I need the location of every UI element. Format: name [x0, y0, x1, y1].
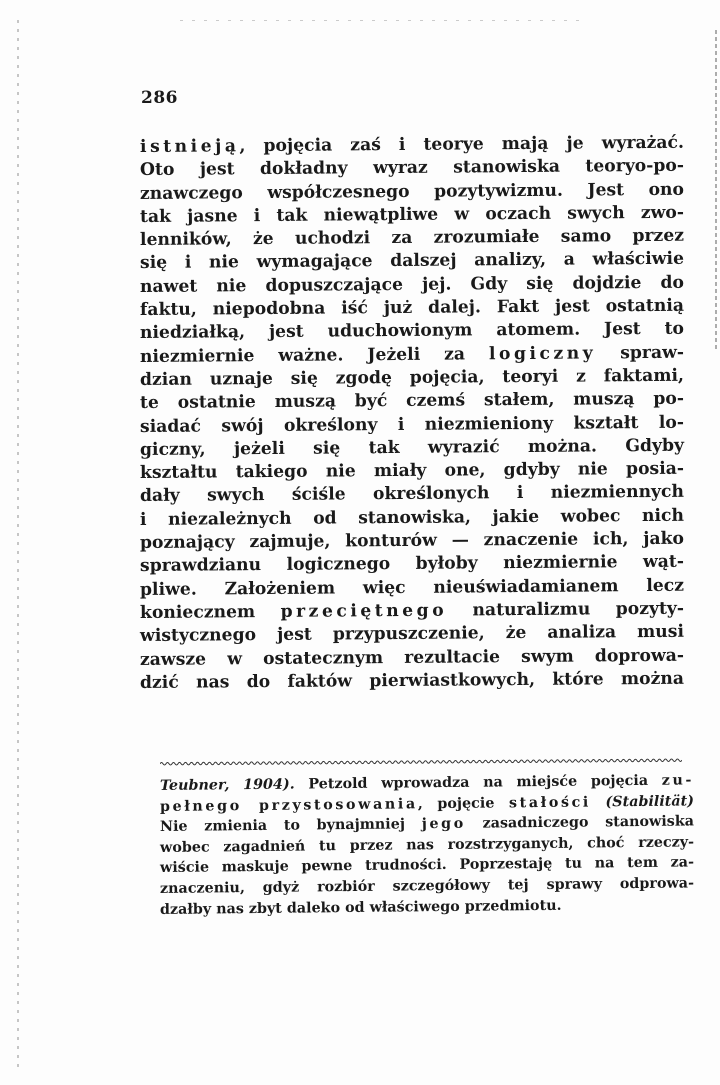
- text-line: niedziałką, jest uduchowionym atomem. Jest to: [139, 319, 685, 344]
- text-line: Oto jest dokładny wyraz stanowiska teoryo-po-: [139, 156, 685, 181]
- scan-artifact-right-edge: [715, 30, 717, 350]
- footnote-line: znaczeniu, gdyż rozbiór szczegółowy tej sprawy odprowa-: [159, 875, 695, 897]
- text-line: znawczego współczesnego pozytywizmu. Jest ono: [139, 179, 685, 204]
- text-line: dzić nas do faktów pierwiastkowych, które można: [139, 668, 685, 693]
- text-line: nawet nie dopuszczające jej. Gdy się dojdzie do: [139, 272, 685, 297]
- text-line: kształtu takiego nie miały one, gdyby nie posia-: [139, 458, 685, 484]
- text-segment: Petzold wprowadza na miejsće pojęcia: [294, 772, 662, 793]
- text-segment: , pojęcie: [417, 794, 510, 812]
- main-text: [139, 132, 685, 695]
- text-line: poznający zajmuje, konturów — znaczenie ich, jako: [139, 528, 685, 554]
- text-segment: Nie zmienia to bynajmniej: [159, 816, 422, 836]
- text-line: wistycznego jest przypuszczenie, że analiza musi: [139, 621, 685, 647]
- text-line: lenników, że uchodzi za zrozumiałe samo przez: [139, 225, 685, 251]
- text-line: się i nie wymagające dalszej analizy, a właściwie: [139, 249, 685, 274]
- text-segment: niezmiernie ważne. Jeżeli za: [139, 343, 490, 367]
- text-line: i niezależnych od stanowiska, jakie wobec nich: [139, 505, 685, 530]
- text-line: dzian uznaje się zgodę pojęcia, teoryi z faktami,: [139, 365, 685, 390]
- spaced-word: istnieją: [139, 136, 240, 157]
- text-line: giczny, jeżeli się tak wyrazić można. Gdyby: [139, 435, 685, 460]
- footnote-wavy-rule: [160, 756, 682, 768]
- text-line: tak jasne i tak niewątpliwe w oczach swych zwo-: [139, 202, 685, 227]
- scan-artifact-left-edge: [17, 20, 19, 1070]
- footnote-line: wiście maskuje pewne trudności. Poprzestaję tu na tem za-: [159, 854, 695, 877]
- spaced-word: stałości: [508, 794, 591, 811]
- footnote-line: dzałby nas zbyt daleko od właściwego przedmiotu.: [159, 897, 562, 918]
- text-line: pliwe. Założeniem więc nieuświadamianem lecz: [139, 575, 685, 600]
- citation-italic: Teubner, 1904).: [159, 776, 295, 794]
- text-line: te ostatnie muszą być czemś stałem, muszą po-: [139, 388, 685, 414]
- text-line: sprawdzianu logicznego byłoby niezmiernie wąt-: [139, 552, 685, 577]
- text-segment: spraw-: [596, 342, 685, 364]
- page-number: 286: [141, 88, 178, 108]
- text-line: zawsze w ostatecznym rezultacie swym doprowa-: [139, 645, 685, 670]
- text-segment: koniecznem: [139, 601, 281, 623]
- scan-artifact-top: [180, 20, 580, 21]
- spaced-word: przeciętnego: [280, 600, 448, 622]
- spaced-word: pełnego przystosowania: [159, 795, 418, 815]
- text-line: siadać swój określony i niezmieniony kształt lo-: [139, 412, 685, 437]
- footnote: [159, 772, 695, 920]
- footnote-line: wobec zagadnień tu przez nas rozstrzyganych, choć rzeczy-: [159, 834, 695, 856]
- text-line: faktu, niepodobna iść już dalej. Fakt jest ostatnią: [139, 295, 685, 321]
- spaced-word: jego: [421, 815, 466, 833]
- spaced-word: logiczny: [488, 343, 597, 364]
- text-line-rest: , pojęcia zaś i teorye mają je wyrażać.: [239, 132, 685, 157]
- text-segment: naturalizmu pozyty-: [447, 598, 685, 621]
- german-term-italic: (Stabilität): [590, 793, 695, 811]
- spaced-word: zu-: [661, 772, 695, 789]
- text-line: dały swych ściśle określonych i niezmiennych: [139, 482, 685, 507]
- text-segment: zasadniczego stanowiska: [465, 813, 695, 832]
